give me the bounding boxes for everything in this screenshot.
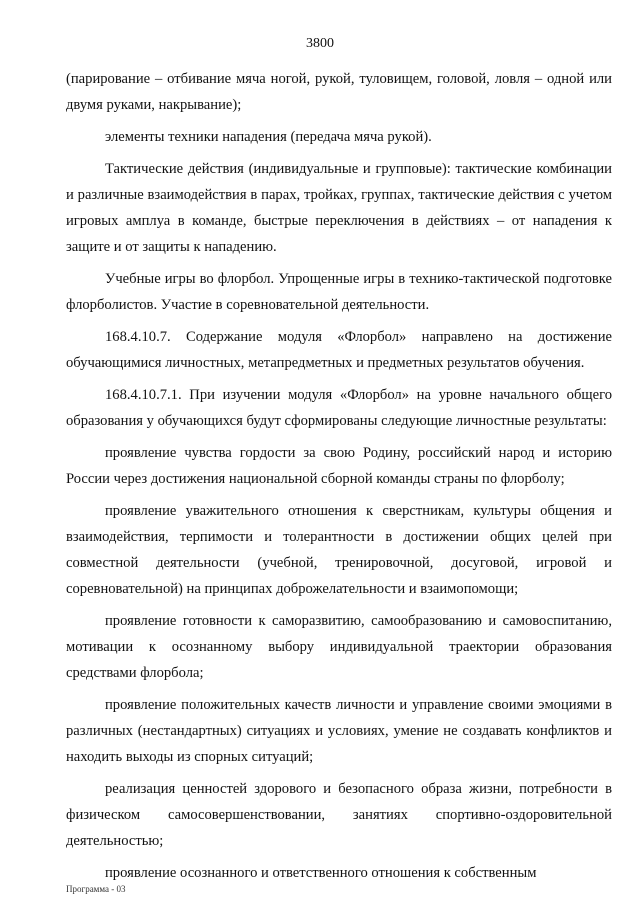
page-number: 3800 [306,36,334,51]
paragraph: проявление уважительного отношения к сверстникам, культуры общения и взаимодействия, терпимости и толерантности в достижении общих целей при совместной деятельности (учебной, тренировочной, досуговой, игровой и соревновательной) на принципах доброжелательности и взаимопомощи; [66,503,612,597]
page-footer: Программа - 03 [66,884,126,894]
paragraph: Учебные игры во флорбол. Упрощенные игры в технико-тактической подготовке флорболистов. Участие в соревновательной деятельности. [66,271,612,313]
paragraph: проявление чувства гордости за свою Родину, российский народ и историю России через достижения национальной сборной команды страны по флорболу; [66,445,612,487]
paragraph: проявление готовности к саморазвитию, самообразованию и самовоспитанию, мотивации к осознанному выбору индивидуальной траектории образования средствами флорбола; [66,613,612,681]
paragraph: Тактические действия (индивидуальные и групповые): тактические комбинации и различные взаимодействия в парах, тройках, группах, тактические действия с учетом игровых амплуа в команде, быстрые переключения в действиях – от нападения к защите и от защиты к нападению. [66,161,612,255]
document-body [66,66,612,892]
paragraph: реализация ценностей здорового и безопасного образа жизни, потребности в физическом самосовершенствовании, занятиях спортивно-оздоровительной деятельностью; [66,781,612,849]
paragraph: проявление положительных качеств личности и управление своими эмоциями в различных (нестандартных) ситуациях и условиях, умение не создавать конфликтов и находить выходы из спорных ситуаций; [66,697,612,765]
paragraph: 168.4.10.7.1. При изучении модуля «Флорбол» на уровне начального общего образования у обучающихся будут сформированы следующие личностные результаты: [66,387,612,429]
paragraph: (парирование – отбивание мяча ногой, рукой, туловищем, головой, ловля – одной или двумя руками, накрывание); [66,71,612,113]
paragraph: элементы техники нападения (передача мяча рукой). [105,129,432,145]
paragraph: проявление осознанного и ответственного отношения к собственным [105,865,537,881]
paragraph: 168.4.10.7. Содержание модуля «Флорбол» направлено на достижение обучающимися личностных, метапредметных и предметных результатов обучения. [66,329,612,371]
